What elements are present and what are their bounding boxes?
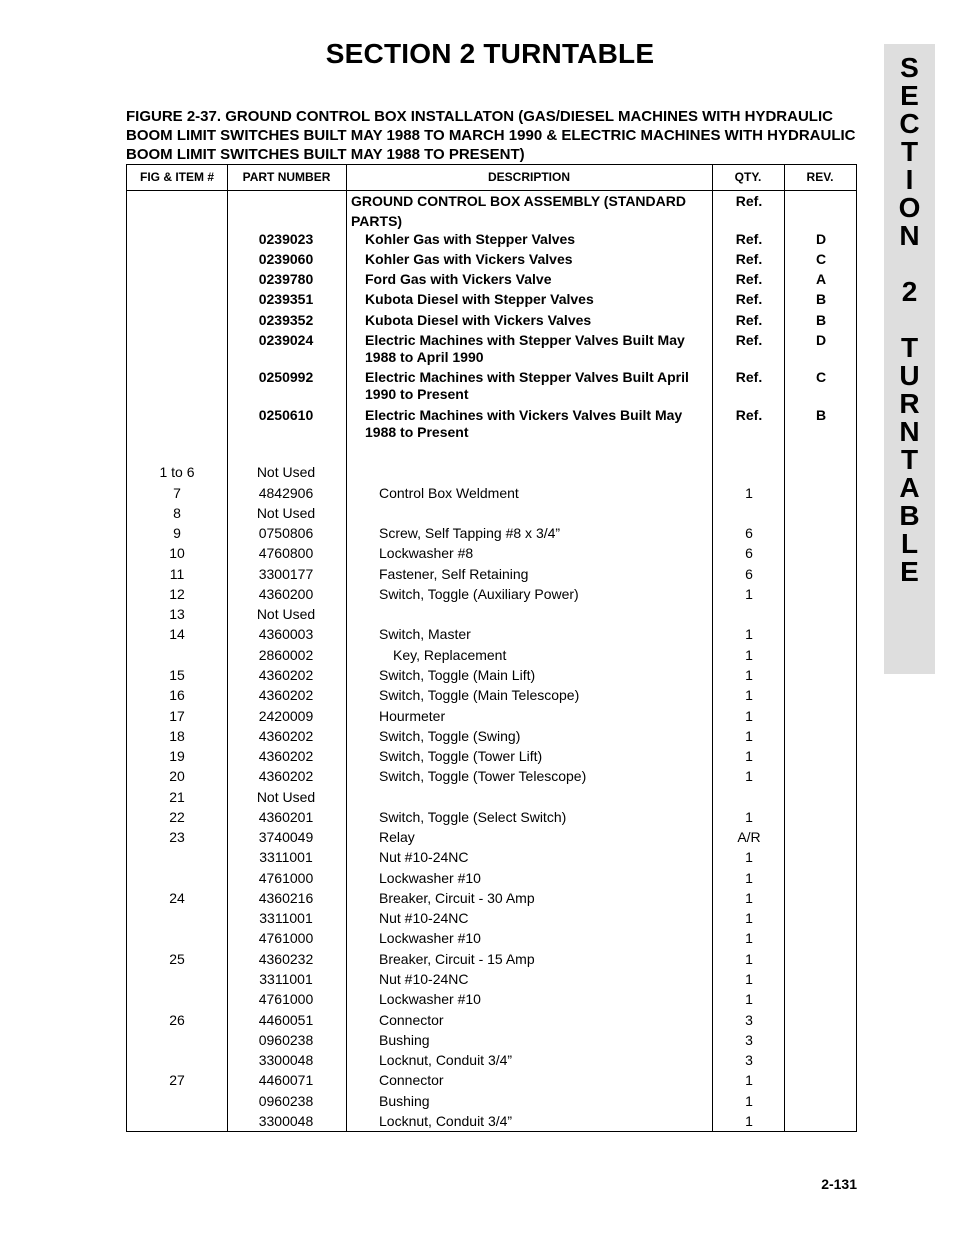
part-number-cell: Not Used (256, 505, 316, 521)
fig-item-cell: 15 (169, 667, 185, 683)
side-tab-letter: R (899, 388, 920, 419)
part-number-cell: 2860002 (258, 647, 314, 663)
side-tab-letter: E (900, 556, 919, 587)
part-number-cell: 0960238 (258, 1093, 314, 1109)
part-number-cell: 0239023 (258, 231, 314, 247)
qty-cell: Ref. (735, 231, 763, 247)
description-cell: Bushing (379, 1032, 430, 1048)
qty-cell: 1 (745, 951, 753, 967)
description-cell: Hourmeter (379, 708, 446, 724)
header-description: DESCRIPTION (487, 170, 570, 184)
side-tab-letter: S (900, 52, 919, 83)
fig-item-cell: 10 (169, 545, 185, 561)
fig-item-cell: 24 (169, 890, 185, 906)
fig-item-cell: 21 (169, 789, 185, 805)
qty-cell: 6 (745, 566, 753, 582)
side-tab-letter: C (899, 108, 920, 139)
part-number-cell: 3311001 (259, 849, 313, 865)
qty-cell: 1 (745, 687, 753, 703)
qty-cell: 1 (745, 971, 753, 987)
fig-item-cell: 11 (169, 566, 185, 582)
rev-cell: C (815, 369, 827, 385)
side-tab-letter: T (900, 332, 919, 363)
section-title: SECTION 2 TURNTABLE (325, 38, 655, 69)
description-cell: Control Box Weldment (379, 485, 519, 501)
qty-cell: 1 (745, 748, 753, 764)
side-tab-letter: N (899, 416, 920, 447)
description-cell: Kubota Diesel with Vickers Valves (365, 312, 592, 328)
qty-cell: 1 (745, 930, 753, 946)
description-cell: Switch, Toggle (Main Lift) (379, 667, 536, 683)
qty-cell: 3 (745, 1052, 753, 1068)
part-number-cell: 3740049 (258, 829, 314, 845)
header-rev: REV. (806, 170, 834, 184)
fig-item-cell: 7 (173, 485, 181, 501)
part-number-cell: Not Used (256, 464, 316, 480)
description-cell: Electric Machines with Stepper Valves Built April 1990 to Present (365, 369, 689, 402)
qty-cell: 1 (745, 991, 753, 1007)
fig-item-cell: 17 (169, 708, 185, 724)
description-cell: Kohler Gas with Vickers Valves (365, 251, 573, 267)
part-number-cell: 0239060 (258, 251, 314, 267)
qty-cell: 1 (745, 890, 753, 906)
part-number-cell: 4360202 (258, 687, 314, 703)
column-divider (346, 165, 347, 1131)
description-cell: GROUND CONTROL BOX ASSEMBLY (STANDARD PARTS) (351, 193, 686, 229)
fig-item-cell: 16 (169, 687, 185, 703)
header-part-number: PART NUMBER (242, 170, 331, 184)
qty-cell: Ref. (735, 291, 763, 307)
header-qty: QTY. (734, 170, 762, 184)
fig-item-cell: 9 (173, 525, 181, 541)
side-tab-letter: N (899, 220, 920, 251)
description-cell: Locknut, Conduit 3/4” (379, 1113, 513, 1129)
qty-cell: 1 (745, 586, 753, 602)
description-cell: Switch, Toggle (Select Switch) (379, 809, 567, 825)
rev-cell: B (815, 291, 827, 307)
qty-cell: Ref. (735, 271, 763, 287)
qty-cell: 1 (745, 667, 753, 683)
description-cell: Screw, Self Tapping #8 x 3/4” (379, 525, 561, 541)
description-cell: Nut #10-24NC (379, 849, 469, 865)
qty-cell: 1 (745, 849, 753, 865)
header-fig-item: FIG & ITEM # (139, 170, 214, 184)
qty-cell: 1 (745, 1072, 753, 1088)
side-tab-letter: L (900, 528, 919, 559)
part-number-cell: 4842906 (258, 485, 314, 501)
fig-item-cell: 18 (169, 728, 185, 744)
fig-item-cell: 12 (169, 586, 185, 602)
part-number-cell: Not Used (256, 789, 316, 805)
side-tab-letter: U (899, 360, 920, 391)
description-cell: Locknut, Conduit 3/4” (379, 1052, 513, 1068)
rev-cell: D (815, 231, 827, 247)
part-number-cell: 0239024 (258, 332, 314, 348)
page-number: 2-131 (821, 1176, 857, 1192)
part-number-cell: 4460071 (258, 1072, 314, 1088)
description-cell: Switch, Toggle (Swing) (379, 728, 521, 744)
side-tab-letter: I (905, 164, 914, 195)
figure-title: FIGURE 2-37. GROUND CONTROL BOX INSTALLATON (GAS/DIESEL MACHINES WITH HYDRAULIC BOOM LIMIT SWITCHES BUILT MAY 1988 TO MARCH 1990 & ELECTRIC MACHINES WITH HYDRAULIC BOOM LIMIT SWITCHES BUILT MAY 1988 TO PRESENT) (126, 108, 856, 163)
description-cell: Relay (379, 829, 415, 845)
qty-cell: Ref. (735, 407, 763, 423)
part-number-cell: 0250610 (258, 407, 314, 423)
fig-item-cell: 14 (169, 626, 185, 642)
part-number-cell: 4360232 (258, 951, 314, 967)
fig-item-cell: 8 (173, 505, 181, 521)
qty-cell: 1 (745, 1113, 753, 1129)
part-number-cell: 0250992 (258, 369, 314, 385)
description-cell: Switch, Toggle (Main Telescope) (379, 687, 580, 703)
part-number-cell: 2420009 (258, 708, 314, 724)
description-cell: Lockwasher #10 (379, 930, 481, 946)
part-number-cell: 3311001 (259, 971, 313, 987)
fig-item-cell: 25 (169, 951, 185, 967)
qty-cell: 3 (745, 1032, 753, 1048)
description-cell: Ford Gas with Vickers Valve (365, 271, 552, 287)
fig-item-cell: 13 (169, 606, 185, 622)
description-cell: Kohler Gas with Stepper Valves (365, 231, 576, 247)
qty-cell: Ref. (735, 312, 763, 328)
part-number-cell: 0239352 (258, 312, 314, 328)
description-cell: Electric Machines with Stepper Valves Built May 1988 to April 1990 (365, 332, 685, 365)
part-number-cell: 0960238 (258, 1032, 314, 1048)
description-cell: Key, Replacement (393, 647, 507, 663)
qty-cell: 6 (745, 545, 753, 561)
fig-item-cell: 19 (169, 748, 185, 764)
part-number-cell: 4761000 (258, 870, 314, 886)
part-number-cell: 3300048 (258, 1052, 314, 1068)
description-cell: Lockwasher #10 (379, 991, 481, 1007)
description-cell: Switch, Toggle (Auxiliary Power) (379, 586, 579, 602)
description-cell: Kubota Diesel with Stepper Valves (365, 291, 594, 307)
description-cell: Electric Machines with Vickers Valves Built May 1988 to Present (365, 407, 683, 440)
qty-cell: A/R (737, 829, 761, 845)
qty-cell: 6 (745, 525, 753, 541)
description-cell: Nut #10-24NC (379, 971, 469, 987)
description-cell: Switch, Toggle (Tower Telescope) (379, 768, 587, 784)
part-number-cell: 4360202 (258, 728, 314, 744)
side-tab-letter: O (898, 192, 921, 223)
side-tab-letter: A (899, 472, 920, 503)
qty-cell: 1 (745, 708, 753, 724)
part-number-cell: 4360200 (258, 586, 314, 602)
qty-cell: 1 (745, 768, 753, 784)
side-tab-letter: T (900, 136, 919, 167)
qty-cell: Ref. (735, 369, 763, 385)
fig-item-cell: 20 (169, 768, 185, 784)
qty-cell: 1 (745, 910, 753, 926)
part-number-cell: 4360216 (258, 890, 314, 906)
qty-cell: 1 (745, 728, 753, 744)
part-number-cell: 0239351 (258, 291, 314, 307)
part-number-cell: 3300048 (258, 1113, 314, 1129)
description-cell: Lockwasher #10 (379, 870, 481, 886)
fig-item-cell: 23 (169, 829, 185, 845)
part-number-cell: 4360202 (258, 768, 314, 784)
parts-table (126, 164, 857, 1132)
part-number-cell: 4460051 (258, 1012, 314, 1028)
qty-cell: Ref. (735, 332, 763, 348)
description-cell: Fastener, Self Retaining (379, 566, 529, 582)
description-cell: Bushing (379, 1093, 430, 1109)
side-tab-letter: B (899, 500, 920, 531)
side-tab-letter: 2 (901, 276, 918, 307)
side-tab-letter: E (900, 80, 919, 111)
part-number-cell: 0239780 (258, 271, 314, 287)
qty-cell: 1 (745, 485, 753, 501)
part-number-cell: 4761000 (258, 991, 314, 1007)
qty-cell: 1 (745, 626, 753, 642)
part-number-cell: 4761000 (258, 930, 314, 946)
part-number-cell: 0750806 (258, 525, 314, 541)
description-cell: Switch, Master (379, 626, 471, 642)
rev-cell: D (815, 332, 827, 348)
description-cell: Lockwasher #8 (379, 545, 474, 561)
fig-item-cell: 22 (169, 809, 185, 825)
rev-cell: A (815, 271, 827, 287)
rev-cell: B (815, 407, 827, 423)
part-number-cell: 4360003 (258, 626, 314, 642)
part-number-cell: 4760800 (258, 545, 314, 561)
rev-cell: B (815, 312, 827, 328)
part-number-cell: 3300177 (258, 566, 314, 582)
qty-cell: 1 (745, 647, 753, 663)
fig-item-cell: 26 (169, 1012, 185, 1028)
description-cell: Switch, Toggle (Tower Lift) (379, 748, 543, 764)
description-cell: Connector (379, 1072, 444, 1088)
fig-item-cell: 1 to 6 (159, 464, 195, 480)
qty-cell: Ref. (735, 251, 763, 267)
part-number-cell: 4360202 (258, 748, 314, 764)
qty-cell: 1 (745, 1093, 753, 1109)
description-cell: Breaker, Circuit - 30 Amp (379, 890, 535, 906)
part-number-cell: 4360201 (258, 809, 314, 825)
qty-cell: 3 (745, 1012, 753, 1028)
qty-cell: 1 (745, 809, 753, 825)
rev-cell: C (815, 251, 827, 267)
description-cell: Breaker, Circuit - 15 Amp (379, 951, 535, 967)
side-tab-letter: T (900, 444, 919, 475)
section-side-tab (884, 44, 935, 674)
fig-item-cell: 27 (169, 1072, 185, 1088)
part-number-cell: 3311001 (259, 910, 313, 926)
qty-cell: 1 (745, 870, 753, 886)
description-cell: Connector (379, 1012, 444, 1028)
qty-cell: Ref. (735, 193, 763, 209)
part-number-cell: 4360202 (258, 667, 314, 683)
part-number-cell: Not Used (256, 606, 316, 622)
description-cell: Nut #10-24NC (379, 910, 469, 926)
